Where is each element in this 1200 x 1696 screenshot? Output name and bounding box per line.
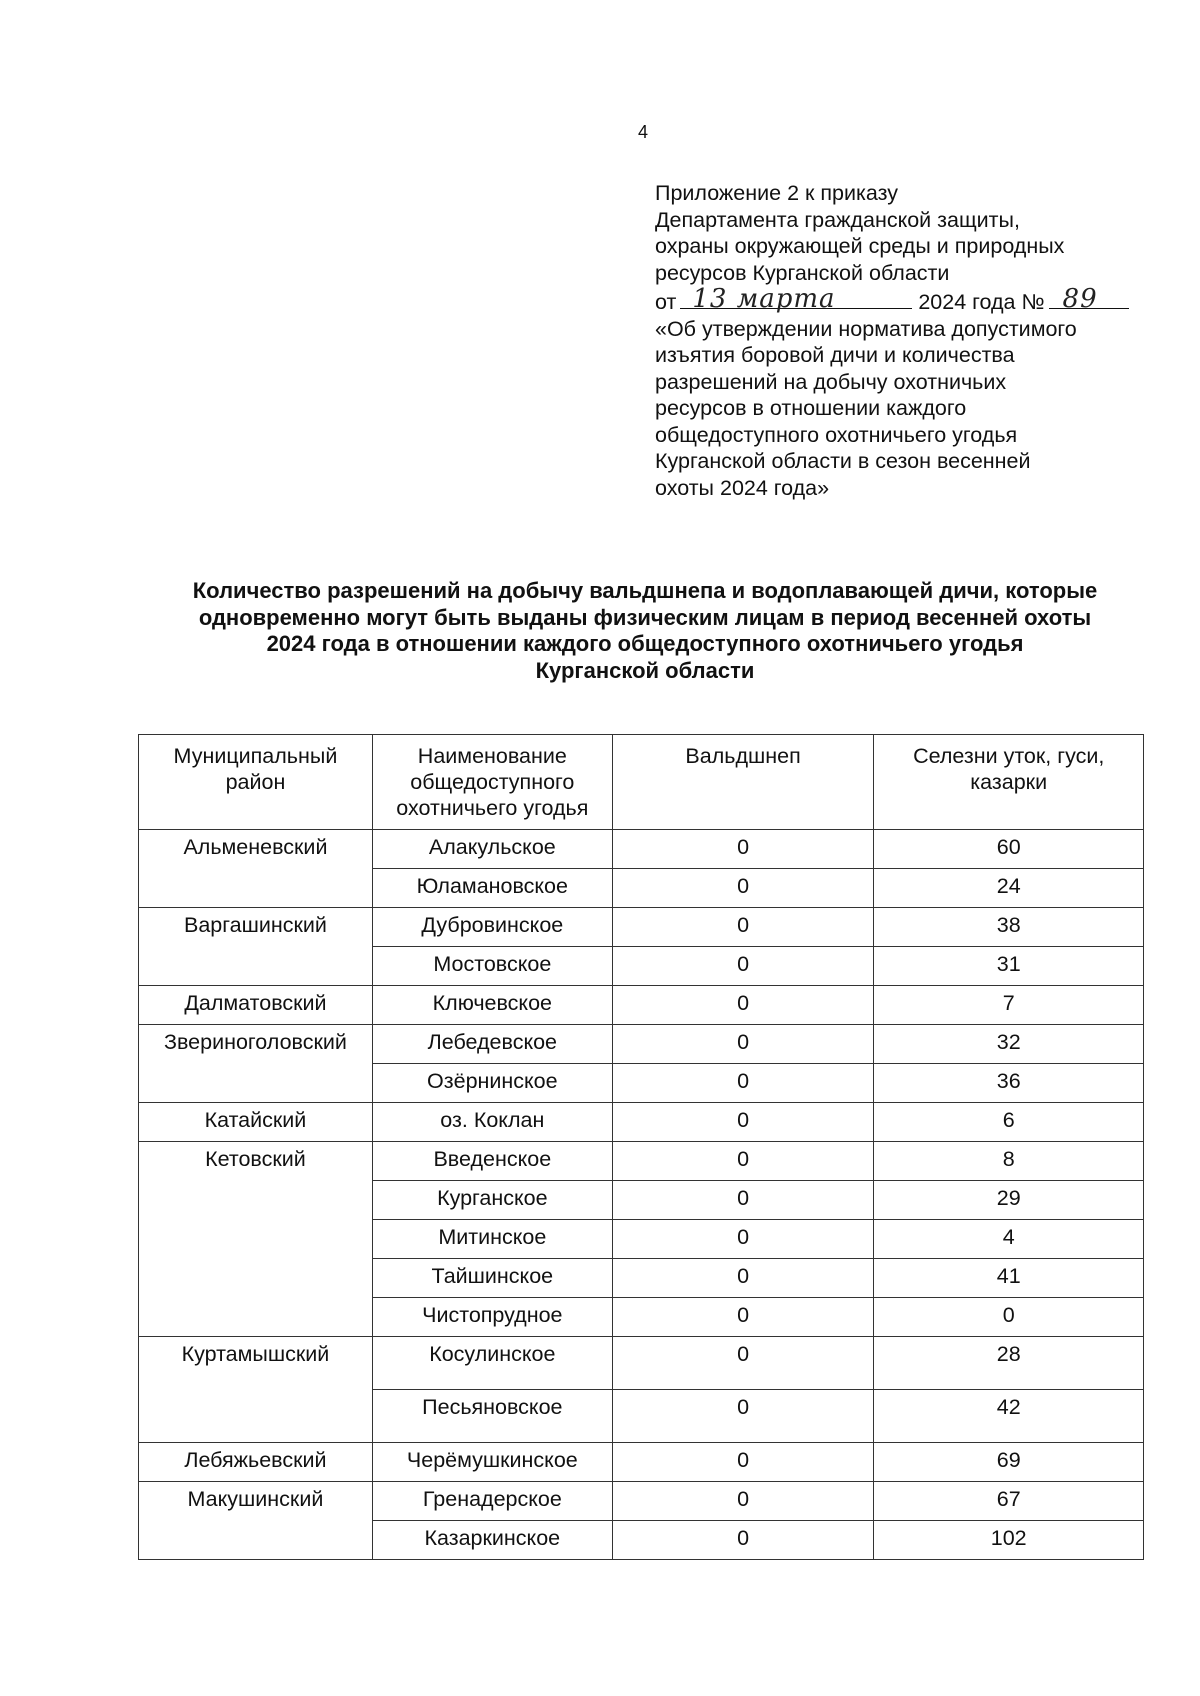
appendix-date-line — [655, 283, 1155, 316]
table-row — [139, 908, 1144, 947]
header-area: Наименование общедоступного охотничьего угодья — [372, 735, 612, 830]
handwritten-date: 13 марта — [692, 283, 836, 314]
appendix-line: «Об утверждении норматива допустимого — [655, 316, 1077, 341]
table-row — [139, 1103, 1144, 1142]
ducks-cell: 28 — [874, 1337, 1144, 1390]
header-ducks: Селезни уток, гуси, казарки — [874, 735, 1144, 830]
woodcock-cell: 0 — [612, 1025, 874, 1064]
woodcock-cell: 0 — [612, 1443, 874, 1482]
area-cell: Косулинское — [372, 1337, 612, 1390]
ducks-cell: 41 — [874, 1259, 1144, 1298]
ducks-cell: 67 — [874, 1482, 1144, 1521]
area-cell: оз. Коклан — [372, 1103, 612, 1142]
ducks-cell: 36 — [874, 1064, 1144, 1103]
appendix-line: ресурсов в отношении каждого — [655, 396, 967, 420]
appendix-line: Департамента гражданской защиты, — [655, 207, 1020, 232]
table-row — [139, 1142, 1144, 1181]
area-cell: Чистопрудное — [372, 1298, 612, 1337]
ducks-cell: 32 — [874, 1025, 1144, 1064]
area-cell: Дубровинское — [372, 908, 612, 947]
table-header-row — [139, 735, 1144, 830]
title-line: Курганской области — [535, 657, 755, 683]
appendix-line: охраны окружающей среды и природных — [655, 234, 1065, 258]
district-cell: Далматовский — [139, 986, 373, 1025]
permits-table — [138, 734, 1144, 1560]
ducks-cell: 69 — [874, 1443, 1144, 1482]
header-district: Муниципальный район — [139, 735, 373, 830]
area-cell: Мостовское — [372, 947, 612, 986]
appendix-line: разрешений на добычу охотничьих — [655, 369, 1007, 394]
area-cell: Казаркинское — [372, 1521, 612, 1560]
appendix-header — [655, 180, 1155, 501]
woodcock-cell: 0 — [612, 1390, 874, 1443]
ducks-cell: 6 — [874, 1103, 1144, 1142]
woodcock-cell: 0 — [612, 986, 874, 1025]
area-cell: Курганское — [372, 1181, 612, 1220]
appendix-line: Курганской области в сезон весенней — [655, 449, 1031, 473]
ducks-cell: 42 — [874, 1390, 1144, 1443]
area-cell: Гренадерское — [372, 1482, 612, 1521]
woodcock-cell: 0 — [612, 908, 874, 947]
woodcock-cell: 0 — [612, 1337, 874, 1390]
district-cell: Варгашинский — [139, 908, 373, 986]
table-row — [139, 986, 1144, 1025]
area-cell: Черёмушкинское — [372, 1443, 612, 1482]
woodcock-cell: 0 — [612, 1142, 874, 1181]
area-cell: Тайшинское — [372, 1259, 612, 1298]
handwritten-number: 89 — [1062, 283, 1098, 314]
appendix-line: Приложение 2 к приказу — [655, 181, 898, 205]
area-cell: Алакульское — [372, 830, 612, 869]
appendix-line: изъятия боровой дичи и количества — [655, 343, 1015, 367]
table-row — [139, 830, 1144, 869]
woodcock-cell: 0 — [612, 1064, 874, 1103]
woodcock-cell: 0 — [612, 1103, 874, 1142]
ducks-cell: 24 — [874, 869, 1144, 908]
woodcock-cell: 0 — [612, 1521, 874, 1560]
document-title — [120, 578, 1170, 684]
table-row — [139, 1443, 1144, 1482]
date-blank — [680, 283, 912, 314]
appendix-line: общедоступного охотничьего угодья — [655, 422, 1018, 447]
year-text: 2024 года № — [918, 290, 1045, 314]
area-cell: Митинское — [372, 1220, 612, 1259]
district-cell: Альменевский — [139, 830, 373, 908]
ducks-cell: 4 — [874, 1220, 1144, 1259]
area-cell: Ключевское — [372, 986, 612, 1025]
district-cell: Кетовский — [139, 1142, 373, 1337]
title-line: Количество разрешений на добычу вальдшнепа и водоплавающей дичи, которые — [192, 578, 1098, 603]
woodcock-cell: 0 — [612, 1482, 874, 1521]
ducks-cell: 29 — [874, 1181, 1144, 1220]
woodcock-cell: 0 — [612, 947, 874, 986]
ducks-cell: 60 — [874, 830, 1144, 869]
woodcock-cell: 0 — [612, 1220, 874, 1259]
woodcock-cell: 0 — [612, 830, 874, 869]
appendix-line: ресурсов Курганской области — [655, 260, 950, 285]
appendix-line: охоты 2024 года» — [655, 475, 830, 500]
header-woodcock: Вальдшнеп — [612, 735, 874, 830]
woodcock-cell: 0 — [612, 869, 874, 908]
ducks-cell: 8 — [874, 1142, 1144, 1181]
page-number: 4 — [638, 122, 649, 142]
district-cell: Куртамышский — [139, 1337, 373, 1443]
table-row — [139, 1025, 1144, 1064]
district-cell: Макушинский — [139, 1482, 373, 1560]
area-cell: Озёрнинское — [372, 1064, 612, 1103]
district-cell: Катайский — [139, 1103, 373, 1142]
ducks-cell: 102 — [874, 1521, 1144, 1560]
number-blank — [1049, 283, 1129, 314]
ducks-cell: 7 — [874, 986, 1144, 1025]
district-cell: Лебяжьевский — [139, 1443, 373, 1482]
area-cell: Лебедевское — [372, 1025, 612, 1064]
ducks-cell: 0 — [874, 1298, 1144, 1337]
title-line: одновременно могут быть выданы физическим лицам в период весенней охоты — [198, 604, 1092, 630]
ducks-cell: 31 — [874, 947, 1144, 986]
district-cell: Звериноголовский — [139, 1025, 373, 1103]
title-line: 2024 года в отношении каждого общедоступного охотничьего угодья — [266, 631, 1024, 656]
woodcock-cell: 0 — [612, 1181, 874, 1220]
woodcock-cell: 0 — [612, 1298, 874, 1337]
woodcock-cell: 0 — [612, 1259, 874, 1298]
area-cell: Песьяновское — [372, 1390, 612, 1443]
date-prefix: от — [655, 290, 677, 314]
area-cell: Юламановское — [372, 869, 612, 908]
table-row — [139, 1337, 1144, 1390]
area-cell: Введенское — [372, 1142, 612, 1181]
ducks-cell: 38 — [874, 908, 1144, 947]
table-row — [139, 1482, 1144, 1521]
